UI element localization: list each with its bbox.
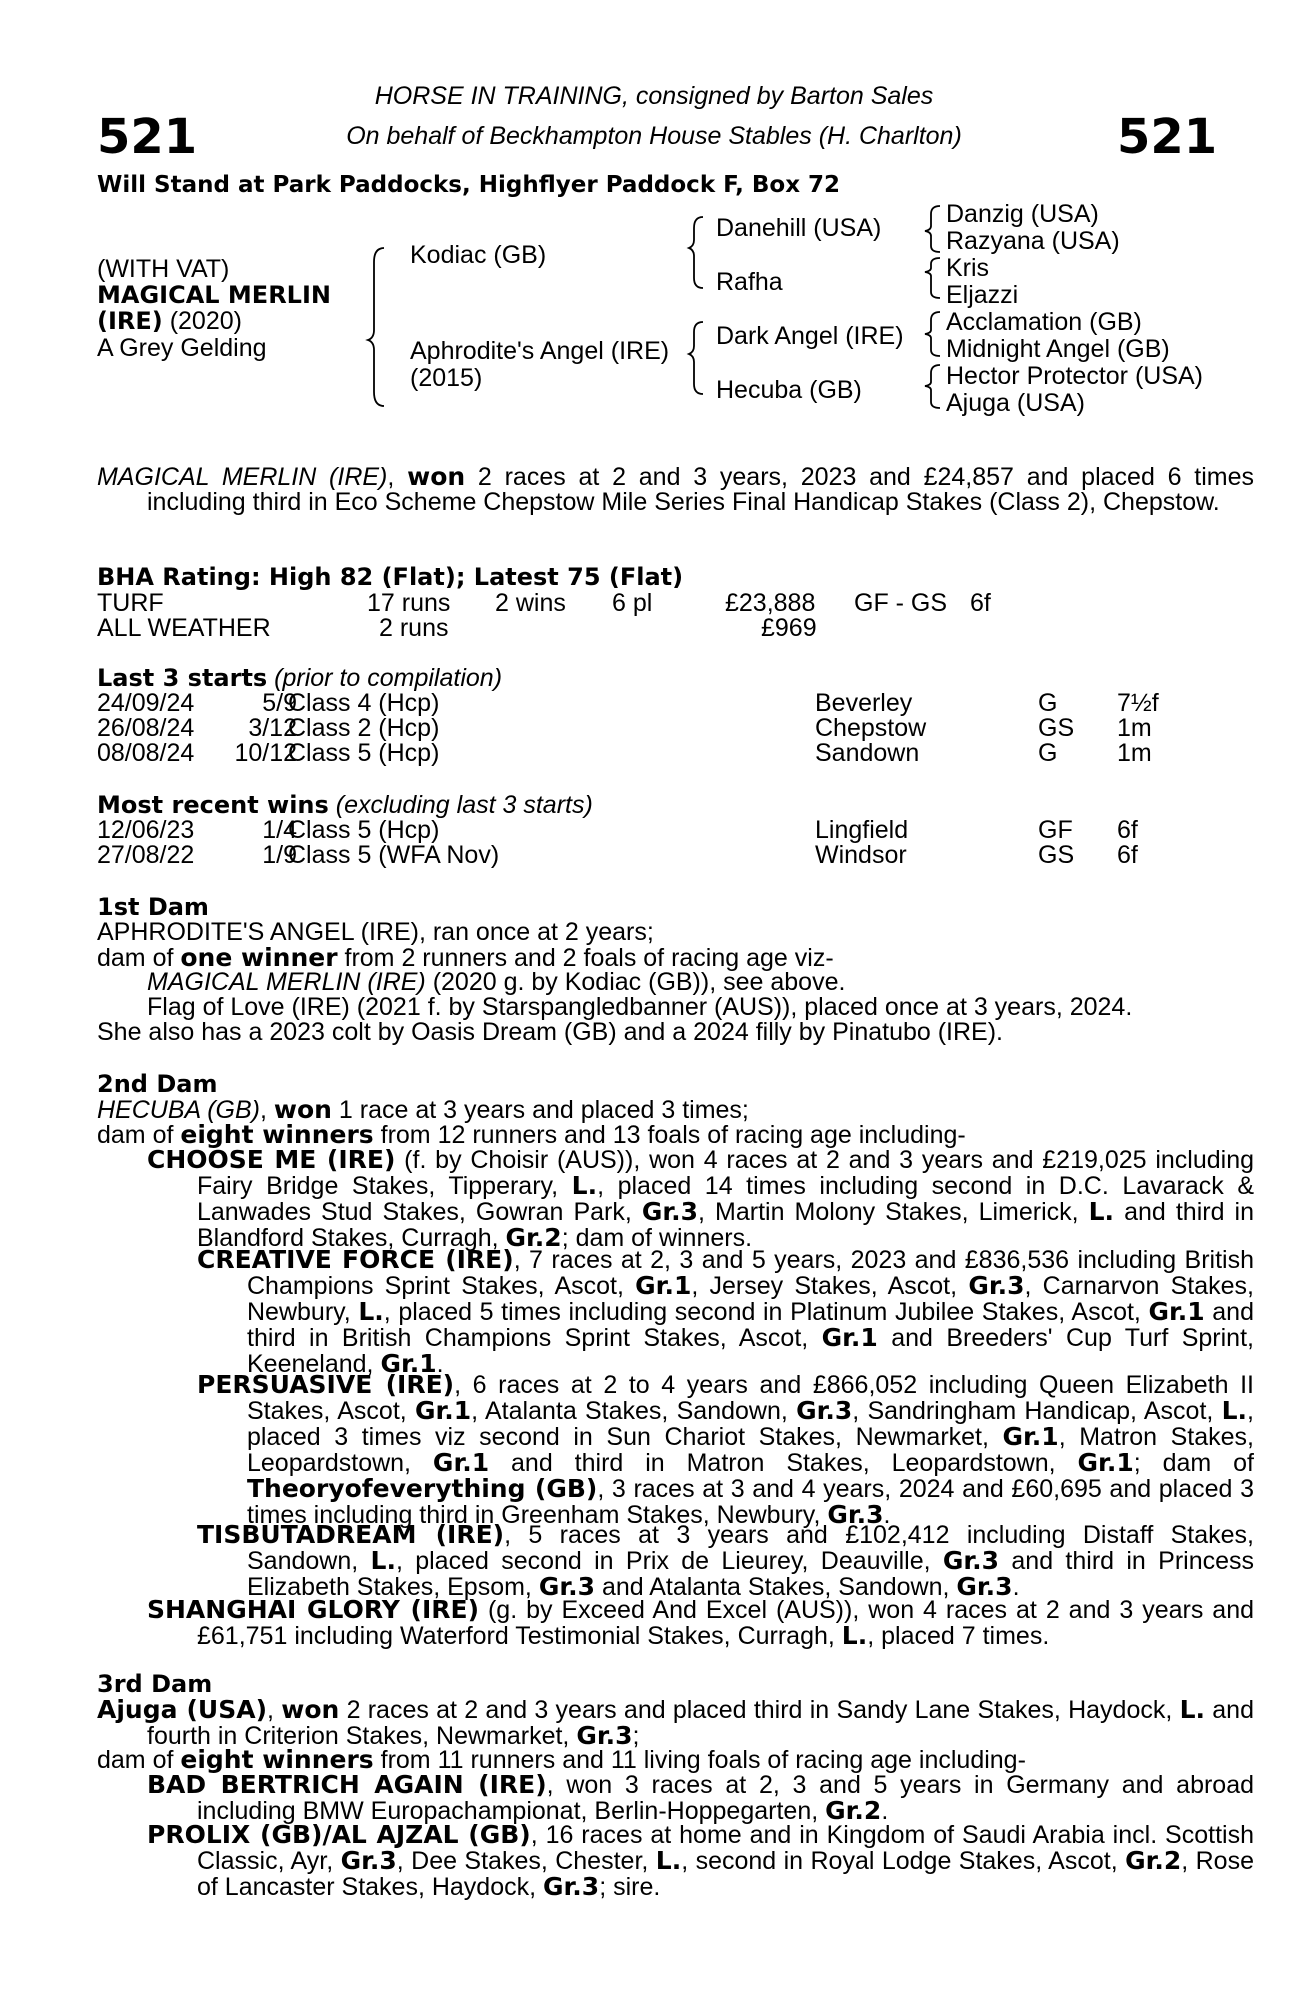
summary-won: won (407, 462, 466, 491)
stand-location: Will Stand at Park Paddocks, Highflyer Paddock F, Box 72 (97, 172, 841, 198)
consignment-line: HORSE IN TRAINING, consigned by Barton Sales (374, 82, 934, 110)
sire-dam: Rafha (716, 268, 783, 296)
second-dam-line: HECUBA (GB), won 1 race at 3 years and placed 3 times; (97, 1095, 749, 1124)
bha-rating: BHA Rating: High 82 (Flat); Latest 75 (Flat) (97, 563, 684, 591)
produce-bad-bertrich-again: BAD BERTRICH AGAIN (IRE), won 3 races at 2, 3 and 5 years in Germany and abroad including BMW Europachampionat, Berlin-Hoppegarten, Gr.2. (147, 1770, 1255, 1825)
dam-year: (2015) (410, 364, 483, 392)
produce-shanghai-glory: SHANGHAI GLORY (IRE) (g. by Exceed And Excel (AUS)), won 4 races at 2 and 3 years and £61,751 including Waterford Testimonial Stakes, Curragh, L., placed 7 times. (147, 1595, 1255, 1650)
second-dam-heading: 2nd Dam (97, 1070, 218, 1098)
ancestor-5: Acclamation (GB) (946, 308, 1142, 336)
ancestor-6: Midnight Angel (GB) (946, 335, 1170, 363)
second-dam-produce-line: dam of eight winners from 12 runners and 13 foals of racing age including- (97, 1120, 966, 1149)
summary-horse-name: MAGICAL MERLIN (IRE) (97, 463, 388, 491)
horse-name: MAGICAL MERLIN (97, 281, 331, 309)
third-dam-produce-line: dam of eight winners from 11 runners and 11 living foals of racing age including- (97, 1745, 1026, 1774)
produce-prolix: PROLIX (GB)/AL AJZAL (GB), 16 races at home and in Kingdom of Saudi Arabia incl. Scottish Classic, Ayr, Gr.3, Dee Stakes, Chester, L., second in Royal Lodge Stakes, Ascot, Gr.2, Rose of Lancaster Stakes, Haydock, Gr.3; sire. (147, 1820, 1254, 1901)
produce-persuasive: PERSUASIVE (IRE), 6 races at 2 to 4 years and £866,052 including Queen Elizabeth II Stakes, Ascot, Gr.1, Atalanta Stakes, Sandown, Gr.3, Sandringham Handicap, Ascot, L., placed 3 times viz second in Sun Chariot Stakes, Newmarket, Gr.1, Matron Stakes, Leopardstown, Gr.1 and third in Matron Stakes, Leopardstown, Gr.1; dam of Theoryofeverything (GB), 3 races at 3 and 4 years, 2024 and £60,695 and placed 3 times including third in Greenham Stakes, Newbury, Gr.3. (197, 1370, 1254, 1529)
first-dam-heading: 1st Dam (97, 893, 209, 921)
horse-year: (2020) (169, 307, 242, 335)
sire-sire: Danehill (USA) (716, 214, 882, 242)
dam-dam: Hecuba (GB) (716, 376, 862, 404)
horse-country: (IRE) (97, 307, 163, 335)
third-dam-line: Ajuga (USA), won 2 races at 2 and 3 years and placed third in Sandy Lane Stakes, Haydock, L. and fourth in Criterion Stakes, Newmarket, Gr.3; (97, 1695, 1254, 1750)
recent-wins-heading: Most recent wins (excluding last 3 starts) (97, 791, 593, 819)
lot-number-left: 521 (97, 109, 198, 165)
consignor-line: On behalf of Beckhampton House Stables (H. Charlton) (346, 122, 962, 150)
first-dam-produce-2: Flag of Love (IRE) (2021 f. by Starspangledbanner (AUS)), placed once at 3 years, 2024. (147, 993, 1133, 1021)
ancestor-8: Ajuga (USA) (946, 389, 1085, 417)
dam-sire: Dark Angel (IRE) (716, 322, 904, 350)
dam: Aphrodite's Angel (IRE) (410, 337, 670, 365)
produce-creative-force: CREATIVE FORCE (IRE), 7 races at 2, 3 and 5 years, 2023 and £836,536 including British Champions Sprint Stakes, Ascot, Gr.1, Jersey Stakes, Ascot, Gr.3, Carnarvon Stakes, Newbury, L., placed 5 times including second in Platinum Jubilee Stakes, Ascot, Gr.1 and third in British Champions Sprint Stakes, Ascot, Gr.1 and Breeders' Cup Turf Sprint, Keeneland, Gr.1. (197, 1245, 1255, 1378)
ancestor-4: Eljazzi (946, 281, 1019, 309)
vat-label: (WITH VAT) (97, 255, 230, 283)
first-dam-produce-line: dam of one winner from 2 runners and 2 foals of racing age viz- (97, 943, 834, 972)
summary-text: 2 races at 2 and 3 years, 2023 and £24,857 and placed 6 times including third in Eco Scheme Chepstow Mile Series Final Handicap Stakes (Class 2), Chepstow. (147, 463, 1254, 516)
sire: Kodiac (GB) (410, 241, 547, 269)
third-dam-heading: 3rd Dam (97, 1670, 213, 1698)
first-dam-produce-1: MAGICAL MERLIN (IRE) (2020 g. by Kodiac (GB)), see above. (147, 968, 846, 996)
produce-tisbutadream: TISBUTADREAM (IRE), 5 races at 3 years and £102,412 including Distaff Stakes, Sandown, L., placed second in Prix de Lieurey, Deauville, Gr.3 and third in Princess Elizabeth Stakes, Epsom, Gr.3 and Atalanta Stakes, Sandown, Gr.3. (197, 1520, 1255, 1601)
ancestor-2: Razyana (USA) (946, 227, 1120, 255)
ancestor-7: Hector Protector (USA) (946, 362, 1204, 390)
lot-number-right: 521 (1117, 109, 1218, 165)
horse-description: A Grey Gelding (97, 334, 267, 362)
produce-choose-me: CHOOSE ME (IRE) (f. by Choisir (AUS)), won 4 races at 2 and 3 years and £219,025 including Fairy Bridge Stakes, Tipperary, L., placed 14 times including second in D.C. Lavarack & Lanwades Stud Stakes, Gowran Park, Gr.3, Martin Molony Stakes, Limerick, L. and third in Blandford Stakes, Curragh, Gr.2; dam of winners. (147, 1145, 1254, 1252)
first-dam-line: APHRODITE'S ANGEL (IRE), ran once at 2 years; (97, 918, 654, 946)
ancestor-1: Danzig (USA) (946, 200, 1099, 228)
first-dam-note: She also has a 2023 colt by Oasis Dream (GB) and a 2024 filly by Pinatubo (IRE). (97, 1018, 1004, 1046)
race-summary: MAGICAL MERLIN (IRE), won 2 races at 2 and 3 years, 2023 and £24,857 and placed 6 times including third in Eco Scheme Chepstow Mile Series Final Handicap Stakes (Class 2), Chepstow. (97, 462, 1254, 516)
ancestor-3: Kris (946, 254, 990, 282)
last-starts-heading: Last 3 starts (prior to compilation) (97, 664, 503, 692)
